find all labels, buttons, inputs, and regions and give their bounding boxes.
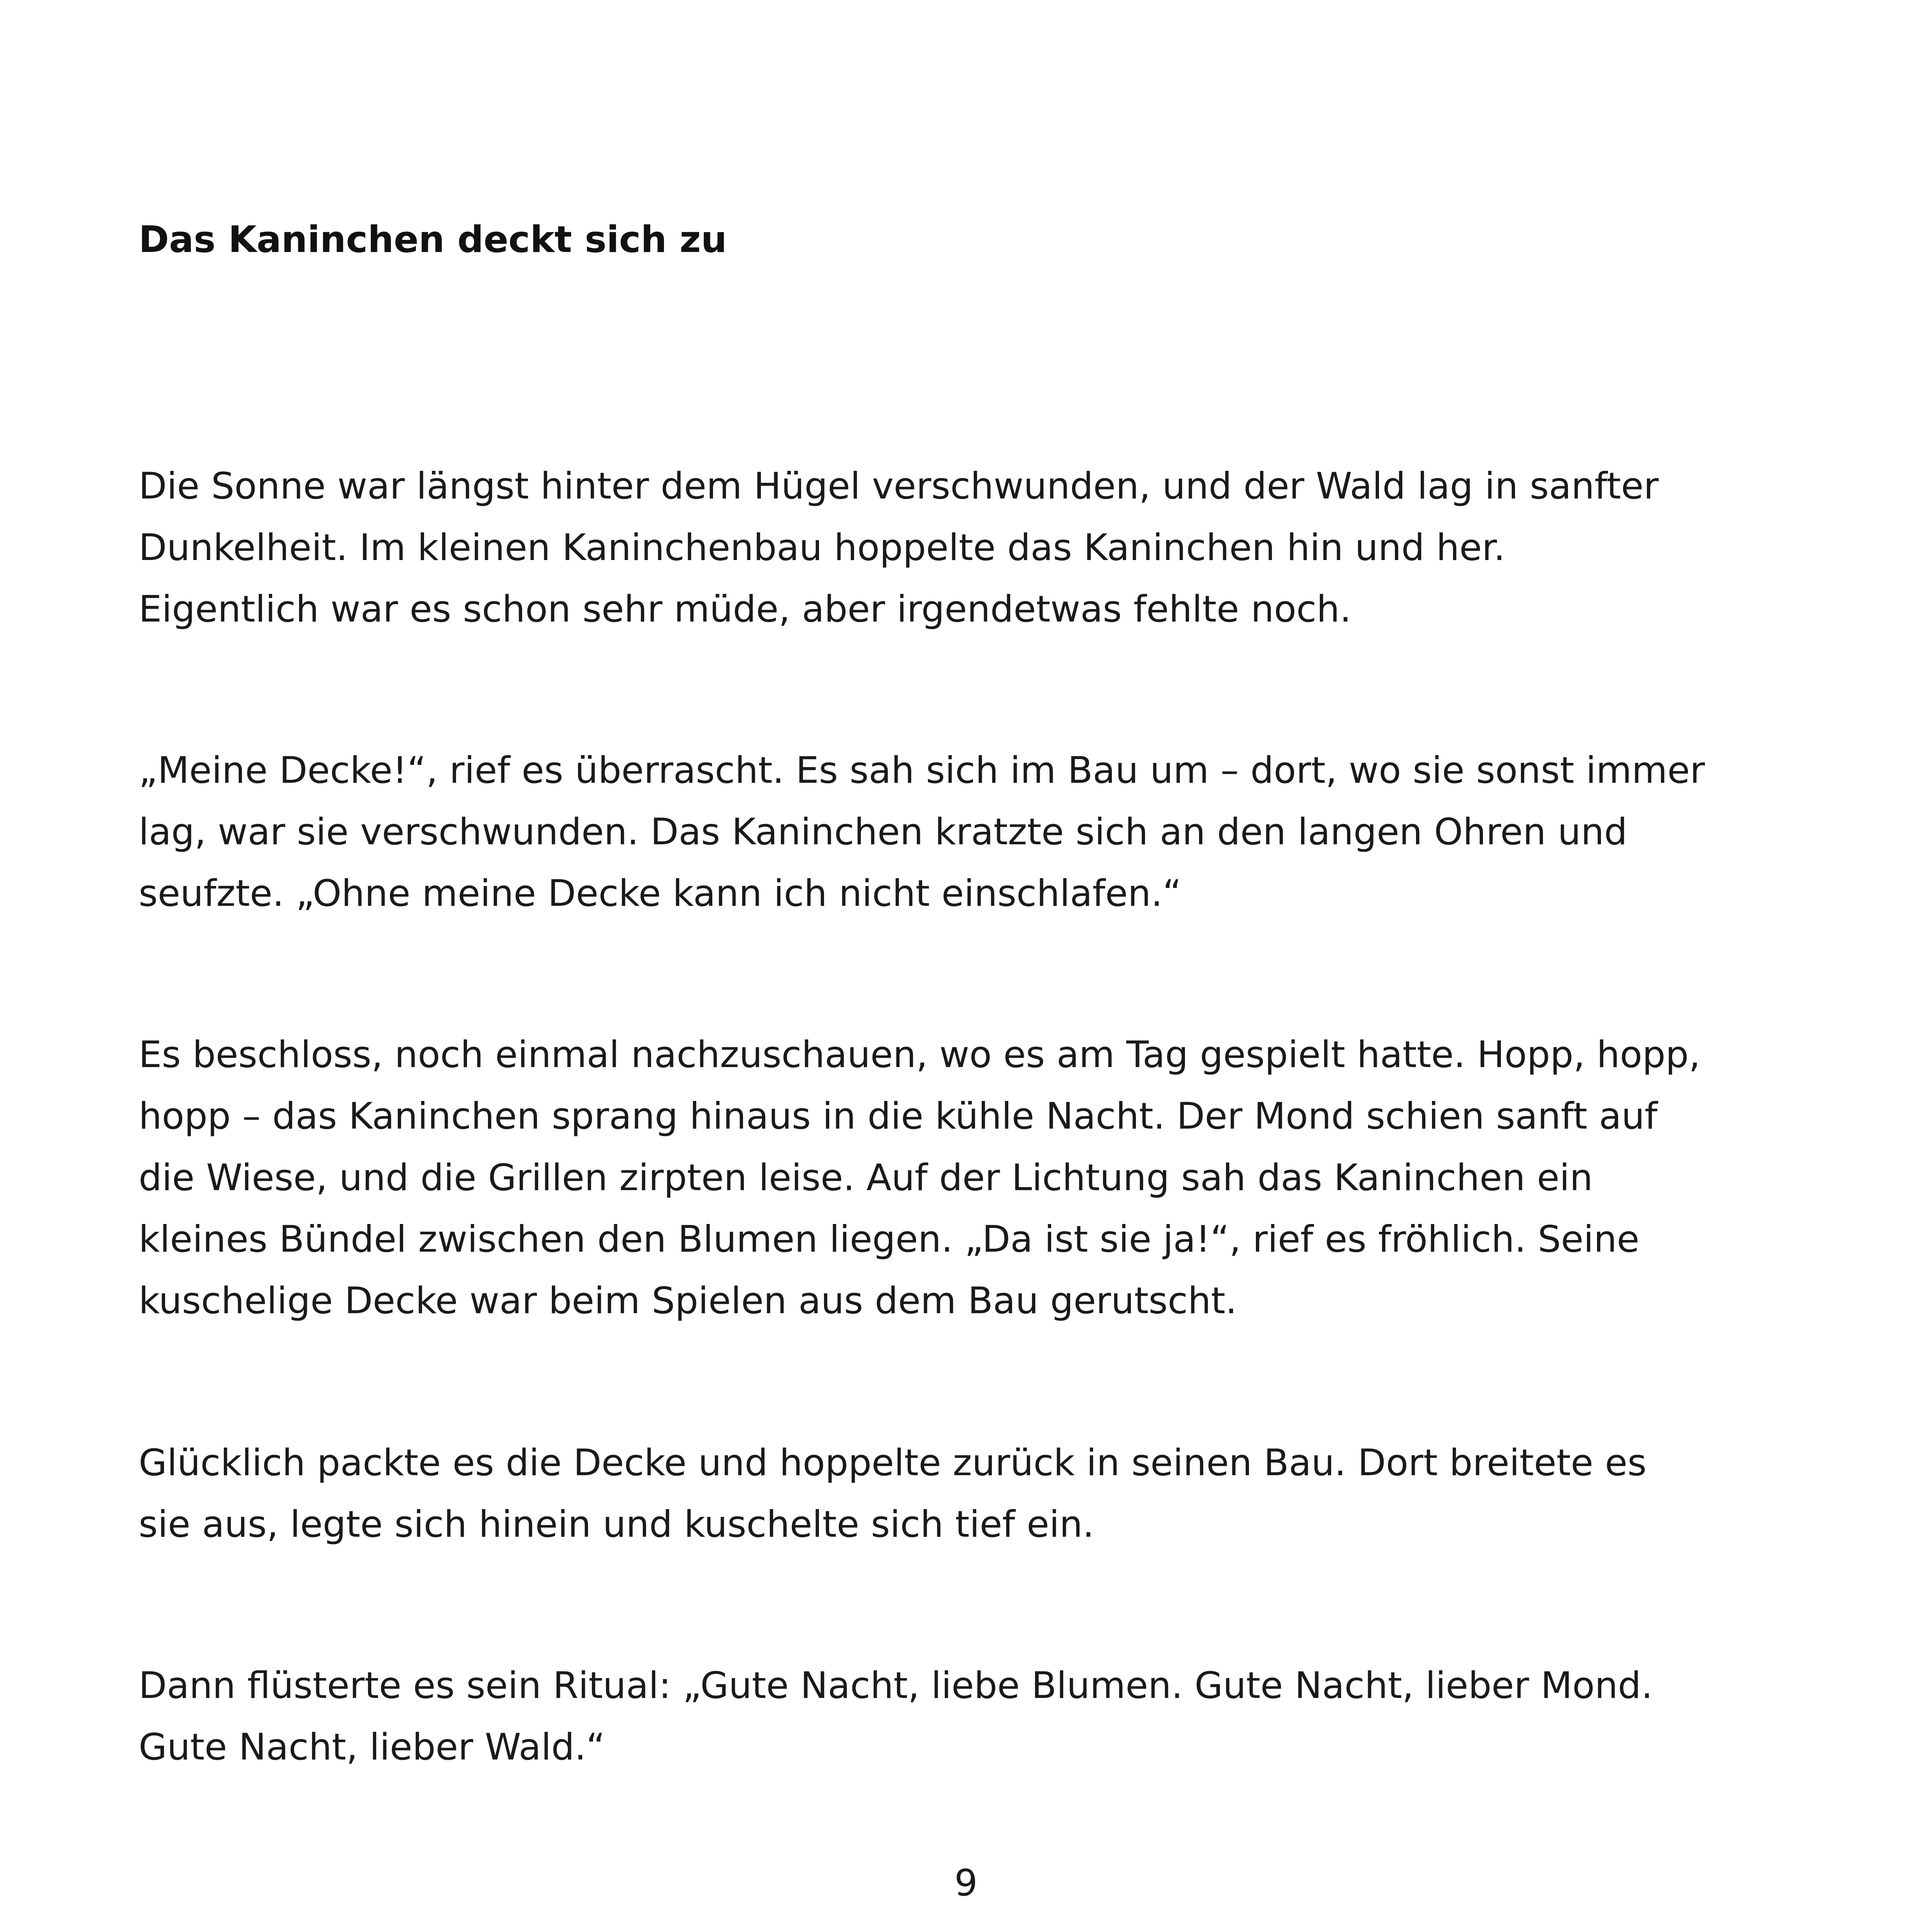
paragraph-1: [139, 456, 1813, 640]
text-line: Eigentlich war es schon sehr müde, aber irgendetwas fehlte noch.: [139, 588, 1351, 630]
text-line: kleines Bündel zwischen den Blumen liegen. „Da ist sie ja!“, rief es fröhlich. Seine: [139, 1218, 1640, 1261]
paragraph-5: [139, 1655, 1813, 1778]
text-line: seufzte. „Ohne meine Decke kann ich nicht einschlafen.“: [139, 872, 1182, 915]
text-line: Dunkelheit. Im kleinen Kaninchenbau hoppelte das Kaninchen hin und her.: [139, 527, 1506, 569]
text-line: die Wiese, und die Grillen zirpten leise. Auf der Lichtung sah das Kaninchen ein: [139, 1157, 1593, 1199]
text-line: kuschelige Decke war beim Spielen aus dem Bau gerutscht.: [139, 1280, 1237, 1322]
paragraph-2: [139, 740, 1813, 925]
text-line: Die Sonne war längst hinter dem Hügel verschwunden, und der Wald lag in sanfter: [139, 465, 1659, 507]
page-number: 9: [954, 1862, 978, 1904]
text-line: Gute Nacht, lieber Wald.“: [139, 1726, 605, 1768]
paragraph-4: [139, 1432, 1813, 1555]
chapter-title: Das Kaninchen deckt sich zu: [139, 218, 727, 261]
text-line: lag, war sie verschwunden. Das Kaninchen kratzte sich an den langen Ohren und: [139, 811, 1627, 853]
text-line: hopp – das Kaninchen sprang hinaus in die kühle Nacht. Der Mond schien sanft auf: [139, 1095, 1658, 1138]
text-line: sie aus, legte sich hinein und kuschelte sich tief ein.: [139, 1503, 1094, 1546]
text-line: Es beschloss, noch einmal nachzuschauen, wo es am Tag gespielt hatte. Hopp, hopp,: [139, 1034, 1701, 1076]
text-line: Glücklich packte es die Decke und hoppelte zurück in seinen Bau. Dort breitete es: [139, 1442, 1647, 1484]
text-line: Dann flüsterte es sein Ritual: „Gute Nacht, liebe Blumen. Gute Nacht, lieber Mond.: [139, 1664, 1653, 1707]
text-line: „Meine Decke!“, rief es überrascht. Es sah sich im Bau um – dort, wo sie sonst immer: [139, 749, 1705, 792]
paragraph-3: [139, 1024, 1813, 1332]
